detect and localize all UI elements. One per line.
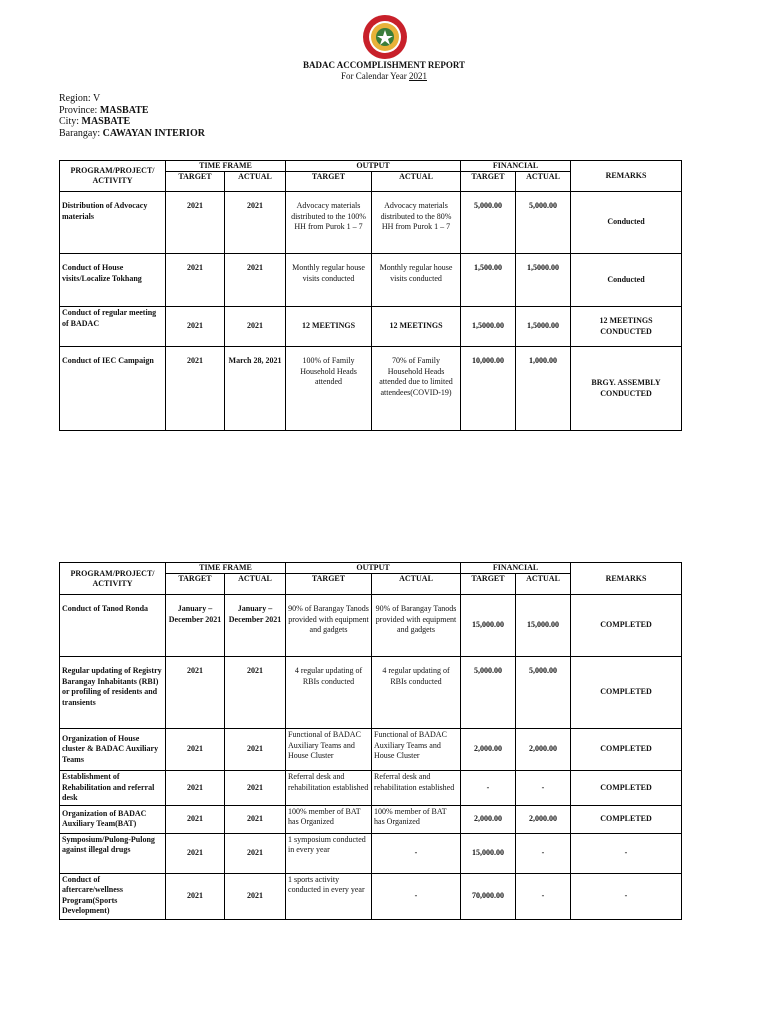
fin-actual-cell: -	[516, 771, 571, 806]
col-remarks-header: REMARKS	[571, 563, 682, 595]
fin-target-cell: 5,000.00	[461, 192, 516, 254]
fin-target-cell: 5,000.00	[461, 657, 516, 729]
fin-actual-cell: -	[516, 833, 571, 873]
table-row	[60, 657, 682, 729]
col-tf-target-header: TARGET	[166, 172, 225, 192]
out-target-cell: Advocacy materials distributed to the 100% HH from Purok 1 – 7	[286, 192, 372, 254]
region-line: Region: V	[59, 93, 101, 104]
remarks-cell: -	[571, 873, 682, 919]
col-output-header: OUTPUT	[286, 161, 461, 172]
out-target-cell: 100% of Family Household Heads attended	[286, 347, 372, 431]
tf-actual-cell: 2021	[225, 192, 286, 254]
out-actual-cell: -	[372, 873, 461, 919]
remarks-cell: -	[571, 833, 682, 873]
tf-target-cell: January – December 2021	[166, 595, 225, 657]
col-time-frame-header: TIME FRAME	[166, 161, 286, 172]
tf-target-cell: 2021	[166, 833, 225, 873]
fin-target-cell: 15,000.00	[461, 833, 516, 873]
remarks-cell: Conducted	[571, 254, 682, 307]
table-row	[60, 833, 682, 873]
col-out-target-header: TARGET	[286, 172, 372, 192]
remarks-cell: COMPLETED	[571, 729, 682, 771]
fin-actual-cell: 2,000.00	[516, 805, 571, 833]
program-cell: Regular updating of Registry Barangay Inhabitants (RBI) or profiling of residents and transients	[60, 657, 166, 729]
col-out-target-header: TARGET	[286, 574, 372, 595]
tf-target-cell: 2021	[166, 254, 225, 307]
table-row	[60, 771, 682, 806]
program-cell: Conduct of IEC Campaign	[60, 347, 166, 431]
table-row	[60, 307, 682, 347]
accomplishment-table-2	[59, 562, 682, 920]
program-cell: Distribution of Advocacy materials	[60, 192, 166, 254]
program-cell: Conduct of House visits/Localize Tokhang	[60, 254, 166, 307]
fin-actual-cell: 1,5000.00	[516, 254, 571, 307]
col-output-header: OUTPUT	[286, 563, 461, 574]
province-line: Province: MASBATE	[59, 104, 149, 116]
remarks-cell: COMPLETED	[571, 657, 682, 729]
out-target-cell: 1 sports activity conducted in every year	[286, 873, 372, 919]
fin-actual-cell: 5,000.00	[516, 657, 571, 729]
fin-actual-cell: 1,5000.00	[516, 307, 571, 347]
out-actual-cell: 70% of Family Household Heads attended due to limited attendees(COVID-19)	[372, 347, 461, 431]
fin-actual-cell: 1,000.00	[516, 347, 571, 431]
fin-actual-cell: 15,000.00	[516, 595, 571, 657]
tf-actual-cell: 2021	[225, 873, 286, 919]
out-actual-cell: Monthly regular house visits conducted	[372, 254, 461, 307]
fin-target-cell: 70,000.00	[461, 873, 516, 919]
report-title: BADAC ACCOMPLISHMENT REPORT	[302, 60, 466, 70]
barangay-seal-logo	[362, 14, 408, 60]
col-fin-target-header: TARGET	[461, 574, 516, 595]
out-target-cell: Monthly regular house visits conducted	[286, 254, 372, 307]
barangay-line: Barangay: CAWAYAN INTERIOR	[59, 127, 205, 139]
fin-actual-cell: 5,000.00	[516, 192, 571, 254]
tf-target-cell: 2021	[166, 873, 225, 919]
fin-actual-cell: -	[516, 873, 571, 919]
report-subtitle: For Calendar Year 2021	[341, 71, 427, 81]
location-info	[59, 93, 205, 139]
tf-actual-cell: March 28, 2021	[225, 347, 286, 431]
program-cell: Conduct of Tanod Ronda	[60, 595, 166, 657]
col-financial-header: FINANCIAL	[461, 161, 571, 172]
out-actual-cell: 12 MEETINGS	[372, 307, 461, 347]
tf-actual-cell: 2021	[225, 729, 286, 771]
tf-target-cell: 2021	[166, 805, 225, 833]
program-cell: Organization of House cluster & BADAC Auxiliary Teams	[60, 729, 166, 771]
tf-actual-cell: 2021	[225, 833, 286, 873]
report-year: 2021	[409, 71, 427, 81]
out-target-cell: 1 symposium conducted in every year	[286, 833, 372, 873]
table-row	[60, 873, 682, 919]
col-fin-target-header: TARGET	[461, 172, 516, 192]
program-cell: Establishment of Rehabilitation and referral desk	[60, 771, 166, 806]
out-target-cell: Functional of BADAC Auxiliary Teams and House Cluster	[286, 729, 372, 771]
table-row	[60, 805, 682, 833]
col-program-header: PROGRAM/PROJECT/ ACTIVITY	[60, 563, 166, 595]
fin-target-cell: 2,000.00	[461, 729, 516, 771]
fin-actual-cell: 2,000.00	[516, 729, 571, 771]
out-actual-cell: Functional of BADAC Auxiliary Teams and House Cluster	[372, 729, 461, 771]
city-line: City: MASBATE	[59, 116, 131, 127]
col-program-header: PROGRAM/PROJECT/ ACTIVITY	[60, 161, 166, 192]
out-actual-cell: 90% of Barangay Tanods provided with equipment and gadgets	[372, 595, 461, 657]
table-row	[60, 254, 682, 307]
accomplishment-table-1	[59, 160, 682, 431]
remarks-cell: COMPLETED	[571, 595, 682, 657]
tf-actual-cell: 2021	[225, 771, 286, 806]
out-actual-cell: 4 regular updating of RBIs conducted	[372, 657, 461, 729]
col-tf-target-header: TARGET	[166, 574, 225, 595]
col-remarks-header: REMARKS	[571, 161, 682, 192]
tf-target-cell: 2021	[166, 307, 225, 347]
out-actual-cell: Advocacy materials distributed to the 80% HH from Purok 1 – 7	[372, 192, 461, 254]
out-target-cell: 4 regular updating of RBIs conducted	[286, 657, 372, 729]
tf-actual-cell: 2021	[225, 307, 286, 347]
fin-target-cell: 1,5000.00	[461, 307, 516, 347]
remarks-cell: COMPLETED	[571, 771, 682, 806]
tf-actual-cell: January – December 2021	[225, 595, 286, 657]
out-actual-cell: -	[372, 833, 461, 873]
col-out-actual-header: ACTUAL	[372, 574, 461, 595]
col-tf-actual-header: ACTUAL	[225, 574, 286, 595]
tf-target-cell: 2021	[166, 192, 225, 254]
tf-target-cell: 2021	[166, 657, 225, 729]
remarks-cell: BRGY. ASSEMBLY CONDUCTED	[571, 347, 682, 431]
out-target-cell: Referral desk and rehabilitation established	[286, 771, 372, 806]
remarks-cell: 12 MEETINGS CONDUCTED	[571, 307, 682, 347]
table-row	[60, 595, 682, 657]
program-cell: Symposium/Pulong-Pulong against illegal drugs	[60, 833, 166, 873]
tf-target-cell: 2021	[166, 729, 225, 771]
program-cell: Organization of BADAC Auxiliary Team(BAT)	[60, 805, 166, 833]
fin-target-cell: 2,000.00	[461, 805, 516, 833]
col-financial-header: FINANCIAL	[461, 563, 571, 574]
tf-target-cell: 2021	[166, 771, 225, 806]
col-tf-actual-header: ACTUAL	[225, 172, 286, 192]
fin-target-cell: 10,000.00	[461, 347, 516, 431]
remarks-cell: COMPLETED	[571, 805, 682, 833]
table-row	[60, 192, 682, 254]
out-actual-cell: Referral desk and rehabilitation established	[372, 771, 461, 806]
fin-target-cell: 1,500.00	[461, 254, 516, 307]
table-row	[60, 347, 682, 431]
tf-target-cell: 2021	[166, 347, 225, 431]
out-actual-cell: 100% member of BAT has Organized	[372, 805, 461, 833]
program-cell: Conduct of aftercare/wellness Program(Sports Development)	[60, 873, 166, 919]
out-target-cell: 100% member of BAT has Organized	[286, 805, 372, 833]
col-fin-actual-header: ACTUAL	[516, 574, 571, 595]
tf-actual-cell: 2021	[225, 254, 286, 307]
col-fin-actual-header: ACTUAL	[516, 172, 571, 192]
out-target-cell: 12 MEETINGS	[286, 307, 372, 347]
fin-target-cell: -	[461, 771, 516, 806]
tf-actual-cell: 2021	[225, 805, 286, 833]
col-out-actual-header: ACTUAL	[372, 172, 461, 192]
remarks-cell: Conducted	[571, 192, 682, 254]
fin-target-cell: 15,000.00	[461, 595, 516, 657]
col-time-frame-header: TIME FRAME	[166, 563, 286, 574]
program-cell: Conduct of regular meeting of BADAC	[60, 307, 166, 347]
table-row	[60, 729, 682, 771]
out-target-cell: 90% of Barangay Tanods provided with equipment and gadgets	[286, 595, 372, 657]
tf-actual-cell: 2021	[225, 657, 286, 729]
